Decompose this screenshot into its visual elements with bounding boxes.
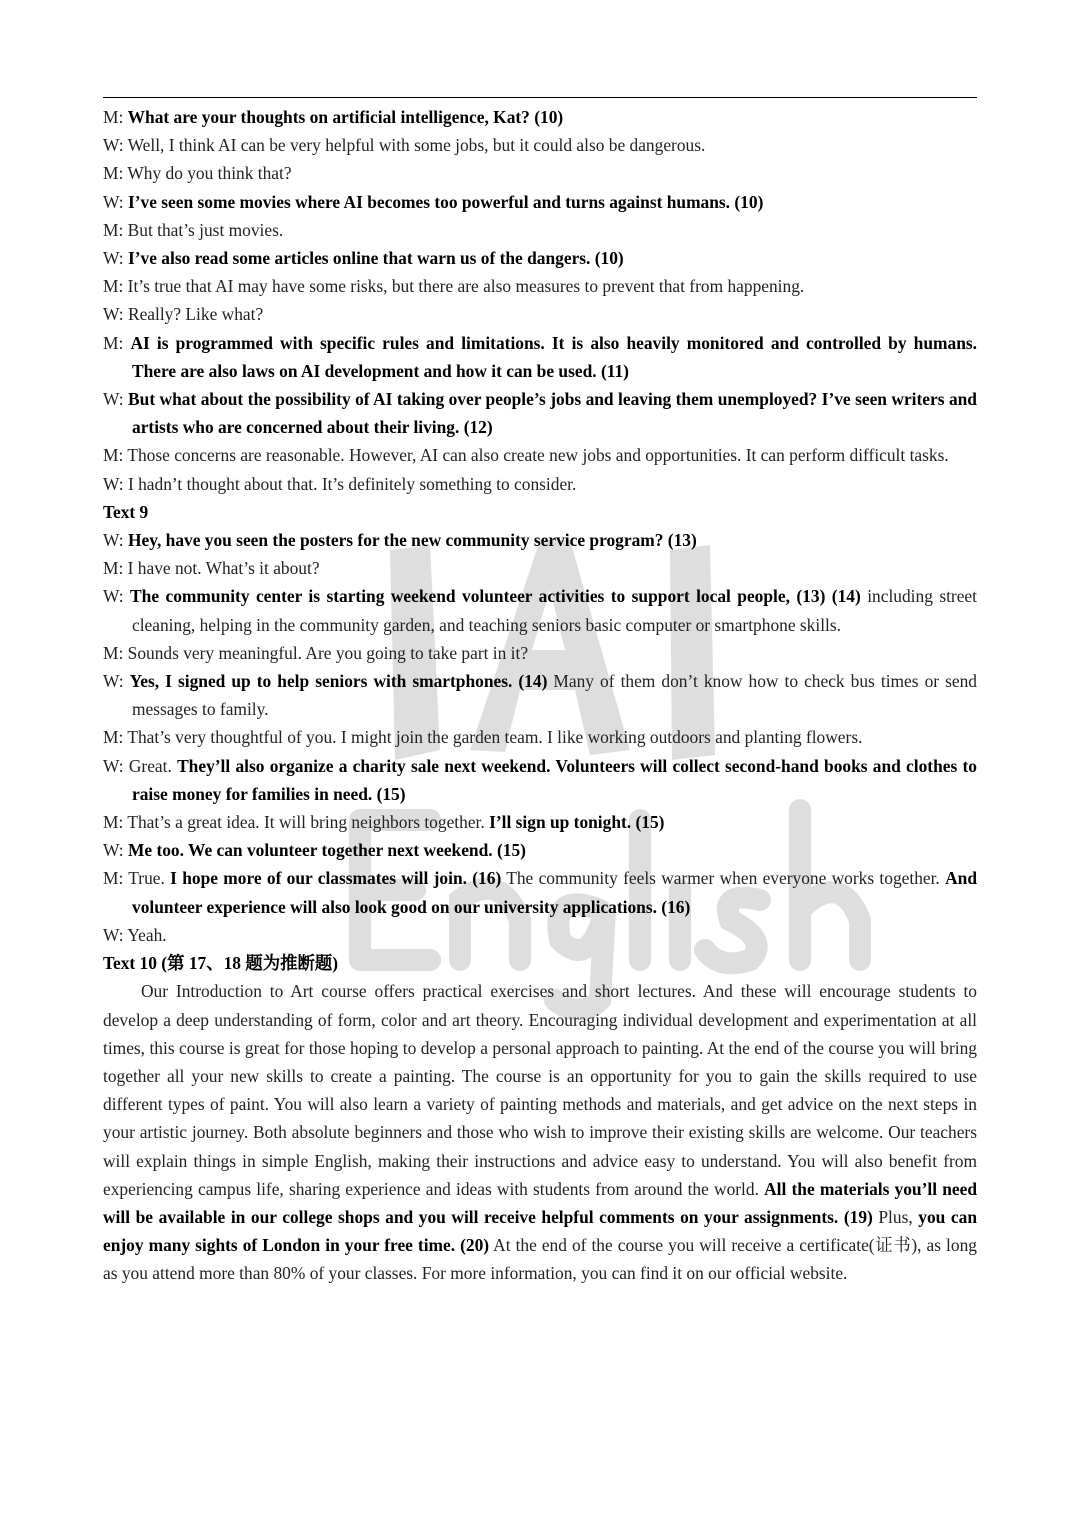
speaker-label: M: [103, 642, 124, 663]
speaker-label: W: [103, 586, 124, 607]
dialogue-text: Many of them don’t know how to check bus times or send messages to family. [132, 671, 977, 720]
dialogue-text: I hadn’t thought about that. It’s definitely something to consider. [127, 473, 577, 494]
passage-paragraph [103, 977, 977, 1287]
speaker-label: W: [103, 924, 124, 945]
key-sentence: Yes, I signed up to help seniors with smartphones. (14) [129, 671, 548, 692]
speaker-label: M: [103, 812, 124, 833]
transcript-content [103, 103, 977, 1288]
dialogue-line [103, 131, 977, 159]
dialogue-line [103, 526, 977, 554]
speaker-label: W: [103, 191, 124, 212]
speaker-label: W: [103, 530, 124, 551]
speaker-label: W: [103, 840, 124, 861]
speaker-label: M: [103, 868, 124, 889]
key-sentence: Me too. We can volunteer together next weekend. (15) [127, 840, 526, 861]
key-sentence: Hey, have you seen the posters for the new community service program? (13) [127, 530, 697, 551]
key-sentence: What are your thoughts on artificial intelligence, Kat? (10) [127, 107, 564, 127]
dialogue-line [103, 554, 977, 582]
dialogue-text: That’s a great idea. It will bring neighbors together. [127, 812, 490, 833]
dialogue-line [103, 103, 977, 131]
section-heading: Text 9 [103, 501, 149, 522]
speaker-label: W: [103, 473, 124, 494]
dialogue-line [103, 752, 977, 808]
dialogue-line [103, 921, 977, 949]
dialogue-text: But that’s just movies. [127, 219, 284, 240]
dialogue-line [103, 216, 977, 244]
dialogue-line [103, 723, 977, 751]
dialogue-line [103, 470, 977, 498]
dialogue-line [103, 300, 977, 328]
speaker-label: W: [103, 135, 124, 156]
dialogue-line [103, 159, 977, 187]
dialogue-text: including street cleaning, helping in the community garden, and teaching seniors basic computer or smartphone skills. [132, 586, 977, 635]
speaker-label: M: [103, 163, 124, 184]
speaker-label: W: [103, 248, 124, 269]
speaker-label: W: [103, 671, 124, 692]
speaker-label: W: [103, 755, 124, 776]
dialogue-text: It’s true that AI may have some risks, but there are also measures to prevent that from happening. [127, 276, 805, 297]
passage-text: Plus, [872, 1206, 919, 1227]
header-rule [103, 97, 977, 98]
key-sentence: The community center is starting weekend volunteer activities to support local people, (13) (14) [130, 586, 861, 607]
dialogue-text: That’s very thoughtful of you. I might join the garden team. I like working outdoors and planting flowers. [127, 727, 863, 748]
section-heading: Text 10 (第 17、18 题为推断题) [103, 953, 339, 974]
dialogue-line [103, 667, 977, 723]
speaker-label: M: [103, 107, 124, 127]
dialogue-line [103, 582, 977, 638]
dialogue-line [103, 272, 977, 300]
dialogue-text: I have not. What’s it about? [127, 558, 320, 579]
speaker-label: M: [103, 445, 124, 466]
speaker-label: W: [103, 389, 124, 410]
key-sentence: I’ve also read some articles online that warn us of the dangers. (10) [127, 248, 624, 269]
speaker-label: M: [103, 558, 124, 579]
dialogue-text: Those concerns are reasonable. However, AI can also create new jobs and opportunities. It can perform difficult tasks. [127, 445, 949, 466]
dialogue-line [103, 244, 977, 272]
key-sentence: AI is programmed with specific rules and limitations. It is also heavily monitored and controlled by humans. There are also laws on AI development and how it can be used. (11) [130, 332, 977, 381]
dialogue-line [103, 864, 977, 920]
dialogue-line [103, 385, 977, 441]
dialogue-text: Great. [128, 755, 178, 776]
key-sentence: I hope more of our classmates will join. (16) [170, 868, 502, 889]
passage-text: At the end of the course you will receive a certificate(证书), as long as you attend more than 80% of your classes. For more information, you can find it on our official website. [103, 1235, 977, 1284]
dialogue-text: Sounds very meaningful. Are you going to take part in it? [127, 642, 529, 663]
key-sentence: I’ll sign up tonight. (15) [489, 812, 665, 833]
dialogue-text: Really? Like what? [127, 304, 264, 325]
key-sentence: you can enjoy many sights of London in your free time. (20) [103, 1206, 978, 1256]
speaker-label: M: [103, 219, 124, 240]
dialogue-text: Yeah. [127, 924, 167, 945]
speaker-label: W: [103, 304, 124, 325]
dialogue-text: True. [128, 868, 171, 889]
key-sentence: They’ll also organize a charity sale next weekend. Volunteers will collect second-hand books and clothes to raise money for families in need. (15) [132, 755, 977, 804]
dialogue-line [103, 808, 977, 836]
passage-text: Our Introduction to Art course offers practical exercises and short lectures. And these will encourage students to develop a deep understanding of form, color and art theory. Encouraging individual development and experimentation at all times, this course is great for those hoping to develop a personal approach to painting. At the end of the course you will bring together all your new skills to create a painting. The course is an opportunity for you to gain the skills required to use different types of paint. You will also learn a variety of painting methods and materials, and get advice on the next steps in your artistic journey. Both absolute beginners and those who wish to improve their existing skills are welcome. Our teachers will explain things in simple English, making their instructions and advice easy to understand. You will also benefit from experiencing campus life, sharing experience and ideas with students from around the world. [103, 981, 977, 1199]
speaker-label: M: [103, 276, 124, 297]
key-sentence: All the materials you’ll need will be available in our college shops and you will receive helpful comments on your assignments. (19) [103, 1178, 977, 1227]
dialogue-line [103, 639, 977, 667]
key-sentence: But what about the possibility of AI taking over people’s jobs and leaving them unemployed? I’ve seen writers and artists who are concerned about their living. (12) [128, 389, 977, 438]
dialogue-text: Well, I think AI can be very helpful with some jobs, but it could also be dangerous. [127, 135, 706, 156]
key-sentence: And volunteer experience will also look good on our university applications. (16) [132, 868, 977, 917]
dialogue-line [103, 329, 977, 385]
dialogue-line [103, 188, 977, 216]
speaker-label: M: [103, 727, 124, 748]
dialogue-line [103, 836, 977, 864]
speaker-label: M: [103, 332, 124, 353]
dialogue-text: The community feels warmer when everyone works together. [501, 868, 946, 889]
dialogue-line [103, 441, 977, 469]
key-sentence: I’ve seen some movies where AI becomes too powerful and turns against humans. (10) [127, 191, 764, 212]
dialogue-text: Why do you think that? [127, 163, 292, 184]
